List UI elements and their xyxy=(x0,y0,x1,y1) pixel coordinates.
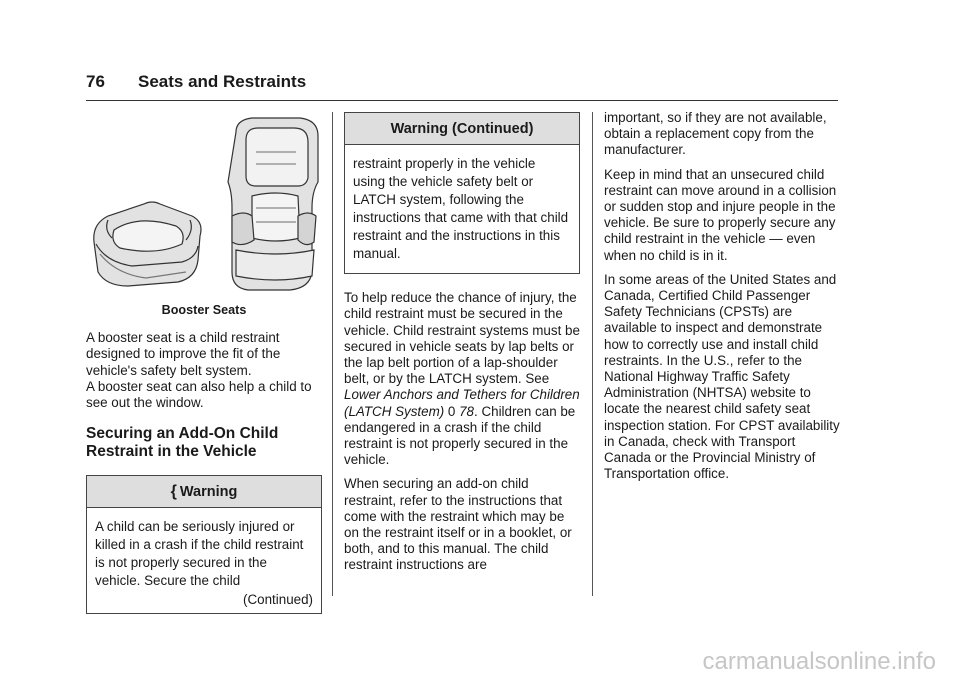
column-divider-1 xyxy=(332,112,333,596)
paragraph-cpst: In some areas of the United States and Canada, Certified Child Passenger Safety Technicians (CPSTs) are available to inspect and demonstrate how to correctly use and install child restraints. In the U.S., refer to the National Highway Traffic Safety Administration (NHTSA) website to locate the nearest child safety seat inspection station. For CPST availability in Canada, check with Transport Canada or the Provincial Ministry of Transportation office. xyxy=(604,271,840,482)
warning-continued: (Continued) xyxy=(243,592,313,608)
warning-continued-header: Warning (Continued) xyxy=(345,113,579,145)
page-header xyxy=(86,70,838,101)
figure-caption: Booster Seats xyxy=(161,303,247,317)
column-3 xyxy=(604,110,840,490)
page-ref-icon: 0 xyxy=(447,403,456,419)
warning-header xyxy=(87,476,321,508)
warning-title: Warning xyxy=(179,484,238,501)
booster-seats-illustration xyxy=(86,112,322,292)
warning-icon: { xyxy=(170,483,177,501)
intro-paragraph-1: A booster seat is a child restraint designed to improve the fit of the vehicle's safety belt system. xyxy=(86,330,281,378)
latch-reference-link[interactable]: Lower Anchors and Tethers for Children (LATCH System) xyxy=(344,387,580,419)
section-heading-line-2: Restraint in the Vehicle xyxy=(86,443,257,461)
paragraph-injury xyxy=(344,290,580,468)
booster-seats-figure xyxy=(86,112,322,302)
watermark-text: carmanualsonline.info xyxy=(702,648,936,675)
page-ref-number[interactable]: 78 xyxy=(459,403,475,419)
high-back-booster-seat xyxy=(228,118,318,290)
watermark xyxy=(0,648,960,676)
column-divider-2 xyxy=(592,112,593,596)
paragraph-injury-text-end: . Children can be endangered in a crash if the child restraint is not properly secured in the vehicle. xyxy=(344,403,576,468)
paragraph-injury-text: To help reduce the chance of injury, the child restraint must be secured in the vehicle. Child restraint systems must be secured in vehicle seats by lap belts or the lap belt portion of a lap-shoulder belt, or by the LATCH system. See xyxy=(344,290,580,387)
paragraph-unsecured: Keep in mind that an unsecured child restraint can move around in a collision or sudden stop and injure people in the vehicle. Be sure to properly secure any child restraint in the vehicle — even when no child is in it. xyxy=(604,166,837,263)
column-1 xyxy=(86,112,322,614)
warning-box xyxy=(86,475,322,614)
intro-paragraph-2: A booster seat can also help a child to see out the window. xyxy=(86,378,312,411)
page-number: 76 xyxy=(86,72,105,91)
warning-continued-box xyxy=(344,112,580,274)
paragraph-replacement: important, so if they are not available, obtain a replacement copy from the manufacturer. xyxy=(604,110,827,158)
section-heading xyxy=(86,425,322,461)
warning-continued-text: restraint properly in the vehicle using the vehicle safety belt or LATCH system, following the instructions that came with that child restraint and the instructions in this manual. xyxy=(353,156,569,262)
paragraph-instructions: When securing an add-on child restraint, refer to the instructions that come with the restraint which may be on the restraint itself or in a booklet, or both, and to this manual. The child restraint instructions are xyxy=(344,476,572,573)
section-title: Seats and Restraints xyxy=(138,72,307,91)
section-heading-line-1: Securing an Add-On Child xyxy=(86,425,279,443)
warning-body xyxy=(87,508,321,613)
warning-text: A child can be seriously injured or killed in a crash if the child restraint is not properly secured in the vehicle. Secure the child xyxy=(95,519,304,589)
column-2 xyxy=(344,112,580,582)
backless-booster-seat xyxy=(94,202,201,286)
